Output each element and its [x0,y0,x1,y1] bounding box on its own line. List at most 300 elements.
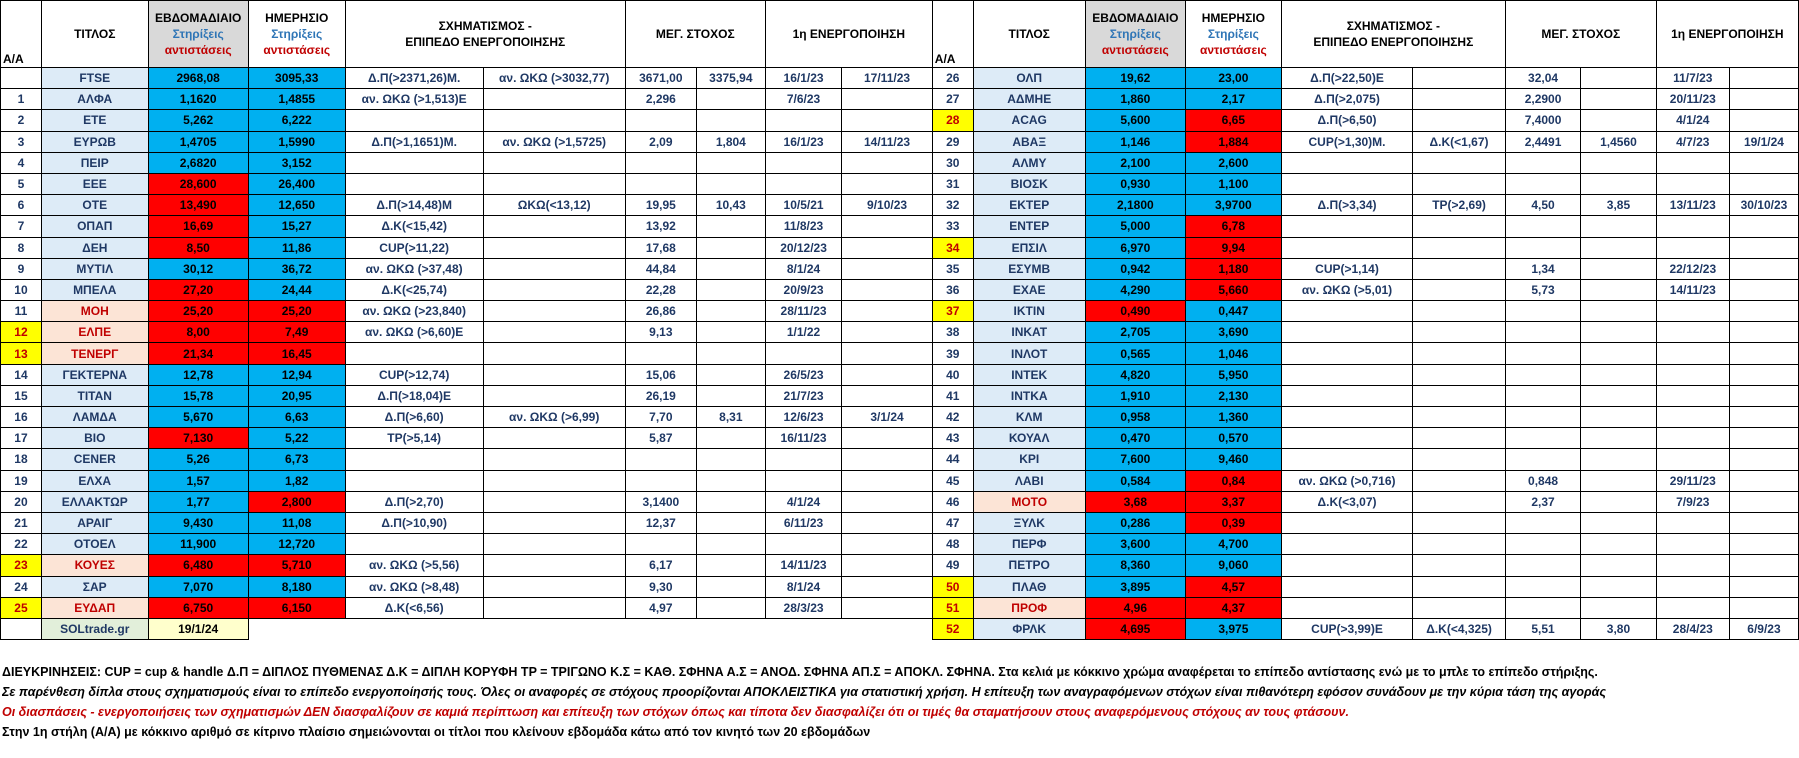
weekly-level: 12,78 [148,364,248,385]
activation-primary: 21/7/23 [765,385,841,406]
formation-primary [1281,322,1412,343]
activation-primary [1656,428,1729,449]
activation-secondary: 19/1/24 [1729,131,1798,152]
weekly-level: 1,77 [148,491,248,512]
target-secondary [696,385,765,406]
table-row [1,68,1799,89]
target-secondary [696,322,765,343]
daily-level: 3,975 [1185,618,1281,639]
ticker-name: ΕΕΕ [41,173,148,194]
ticker-name: ΕΣΥΜΒ [973,258,1085,279]
formation-secondary [483,576,625,597]
target-primary: 4,50 [1505,195,1580,216]
notes-line-4: Στην 1η στήλη (Α/Α) με κόκκινο αριθμό σε κίτρινο πλαίσιο σημειώνονται οι τίτλοι που κλείνουν εβδομάδα κάτω από τον κινητό των 20 εβδομάδων [2,725,871,739]
weekly-level: 16,69 [148,216,248,237]
formation-primary: Δ.Π(>2371,26)Μ. [345,68,483,89]
formation-primary: CUP(>1,14) [1281,258,1412,279]
table-row [1,428,1799,449]
table-row [1,216,1799,237]
target-secondary [1581,279,1656,300]
ticker-name: ΕΤΕ [41,110,148,131]
empty-cell [765,618,841,639]
daily-level: 6,65 [1185,110,1281,131]
target-primary: 5,87 [625,428,696,449]
table-row [1,195,1799,216]
header-weekly-label: ΕΒΔΟΜΑΔΙΑΙΟ [155,11,242,25]
ticker-name: ΕΛΧΑ [41,470,148,491]
activation-secondary [1729,343,1798,364]
ticker-name: ΠΕΤΡΟ [973,555,1085,576]
header-formation-2: ΕΠΙΠΕΔΟ ΕΝΕΡΓΟΠΟΙΗΣΗΣ [405,35,566,49]
weekly-level: 1,1620 [148,89,248,110]
formation-primary: Δ.Π(>10,90) [345,512,483,533]
activation-primary: 8/1/24 [765,258,841,279]
target-primary: 2,296 [625,89,696,110]
activation-secondary [842,216,932,237]
formation-secondary [483,258,625,279]
formation-secondary [483,428,625,449]
formation-secondary [483,555,625,576]
row-number: 52 [932,618,973,639]
empty-cell [625,618,696,639]
target-primary: 2,2900 [1505,89,1580,110]
target-primary [1505,301,1580,322]
formation-primary [1281,237,1412,258]
weekly-level: 9,430 [148,512,248,533]
activation-primary: 12/6/23 [765,407,841,428]
weekly-level: 28,600 [148,173,248,194]
weekly-level: 5,600 [1085,110,1185,131]
target-primary [1505,216,1580,237]
weekly-level: 0,584 [1085,470,1185,491]
target-primary: 44,84 [625,258,696,279]
ticker-name: ΕΛΛΑΚΤΩΡ [41,491,148,512]
ticker-name: ΜΟΗ [41,301,148,322]
table-row [1,364,1799,385]
daily-level: 4,57 [1185,576,1281,597]
soltrade-label: SOLtrade.gr [41,618,148,639]
formation-primary: αν. ΩΚΩ (>37,48) [345,258,483,279]
row-number: 2 [1,110,42,131]
activation-secondary [1729,110,1798,131]
target-primary [1505,407,1580,428]
activation-primary: 29/11/23 [1656,470,1729,491]
row-number: 29 [932,131,973,152]
daily-level: 6,222 [248,110,345,131]
target-secondary [1581,89,1656,110]
table-row [1,343,1799,364]
table-row [1,237,1799,258]
header-formation-2-right: ΕΠΙΠΕΔΟ ΕΝΕΡΓΟΠΟΙΗΣΗΣ [1313,35,1474,49]
formation-secondary [1413,597,1506,618]
row-number: 28 [932,110,973,131]
target-primary [1505,576,1580,597]
daily-level: 6,78 [1185,216,1281,237]
target-secondary [696,512,765,533]
weekly-level: 21,34 [148,343,248,364]
target-primary: 13,92 [625,216,696,237]
notes-line-3: Οι διασπάσεις - ενεργοποιήσεις των σχηματισμών ΔΕΝ διασφαλίζουν σε καμιά περίπτωση και επίτευξη των στόχων όπως και τίποτα δεν διασφαλίζει ότι οι τιμές θα σταματήσουν στους αναφερόμενους στόχους αν τους φτάσουν. [2,705,1349,719]
row-number: 6 [1,195,42,216]
target-secondary [1581,322,1656,343]
target-secondary [1581,512,1656,533]
formation-secondary [1413,237,1506,258]
weekly-level: 25,20 [148,301,248,322]
weekly-level: 1,57 [148,470,248,491]
formation-primary: αν. ΩΚΩ (>0,716) [1281,470,1412,491]
row-number: 7 [1,216,42,237]
empty-cell [696,618,765,639]
activation-primary: 8/1/24 [765,576,841,597]
ticker-name: ΟΛΠ [973,68,1085,89]
target-primary [625,110,696,131]
formation-secondary [1413,110,1506,131]
row-number: 44 [932,449,973,470]
row-number: 10 [1,279,42,300]
activation-primary [1656,343,1729,364]
formation-secondary [483,385,625,406]
ticker-name: ΕΠΣΙΛ [973,237,1085,258]
formation-secondary [1413,364,1506,385]
ticker-name: ΛΑΜΔΑ [41,407,148,428]
activation-secondary: 3/1/24 [842,407,932,428]
daily-level: 3,152 [248,152,345,173]
formation-secondary [483,216,625,237]
target-secondary [696,258,765,279]
activation-secondary [1729,89,1798,110]
target-secondary [696,343,765,364]
weekly-level: 2,100 [1085,152,1185,173]
activation-secondary [842,343,932,364]
formation-primary: αν. ΩΚΩ (>5,01) [1281,279,1412,300]
target-primary [1505,428,1580,449]
header-daily-label: ΗΜΕΡΗΣΙΟ [265,11,329,25]
target-primary: 9,30 [625,576,696,597]
row-number: 42 [932,407,973,428]
daily-level: 6,63 [248,407,345,428]
weekly-level: 7,130 [148,428,248,449]
activation-secondary [1729,301,1798,322]
header-daily-resistances: αντιστάσεις [263,43,331,57]
weekly-level: 6,970 [1085,237,1185,258]
activation-secondary [842,152,932,173]
target-primary: 7,4000 [1505,110,1580,131]
formation-secondary [1413,173,1506,194]
target-secondary [696,152,765,173]
activation-primary: 16/1/23 [765,68,841,89]
row-number: 22 [1,534,42,555]
formation-secondary [483,512,625,533]
weekly-level: 27,20 [148,279,248,300]
weekly-level: 13,490 [148,195,248,216]
ticker-name: ΟΤΕ [41,195,148,216]
target-primary [1505,385,1580,406]
row-number: 9 [1,258,42,279]
target-secondary [696,491,765,512]
activation-secondary [842,385,932,406]
table-row [1,258,1799,279]
header-title-right: ΤΙΤΛΟΣ [973,1,1085,68]
row-number: 4 [1,152,42,173]
activation-secondary [842,576,932,597]
daily-level: 1,180 [1185,258,1281,279]
table-row [1,491,1799,512]
row-number: 3 [1,131,42,152]
activation-secondary [1729,68,1798,89]
formation-secondary [483,597,625,618]
daily-level: 1,100 [1185,173,1281,194]
target-secondary [1581,152,1656,173]
formation-secondary [483,89,625,110]
activation-primary [765,534,841,555]
activation-primary: 4/7/23 [1656,131,1729,152]
target-primary [1505,534,1580,555]
daily-level: 2,600 [1185,152,1281,173]
row-number: 11 [1,301,42,322]
formation-primary [1281,597,1412,618]
weekly-level: 15,78 [148,385,248,406]
daily-level: 0,39 [1185,512,1281,533]
row-number: 40 [932,364,973,385]
target-secondary [696,449,765,470]
activation-primary: 11/8/23 [765,216,841,237]
weekly-level: 1,910 [1085,385,1185,406]
row-number: 49 [932,555,973,576]
target-secondary [696,534,765,555]
activation-secondary [842,364,932,385]
activation-primary [765,110,841,131]
ticker-name: FTSE [41,68,148,89]
formation-secondary [1413,534,1506,555]
daily-level: 25,20 [248,301,345,322]
activation-secondary [1729,428,1798,449]
daily-level: 5,660 [1185,279,1281,300]
formation-primary [1281,364,1412,385]
empty-cell [248,618,345,639]
ticker-name: ΑΛΦΑ [41,89,148,110]
daily-level: 2,130 [1185,385,1281,406]
target-primary [625,470,696,491]
activation-secondary [1729,534,1798,555]
formation-secondary [1413,449,1506,470]
empty-cell [345,618,483,639]
ticker-name: ΤΙΤΑΝ [41,385,148,406]
formation-primary [345,343,483,364]
notes [2,662,1797,742]
formation-primary [1281,343,1412,364]
daily-level: 16,45 [248,343,345,364]
formation-secondary [483,237,625,258]
target-secondary [1581,449,1656,470]
activation-secondary [842,491,932,512]
target-primary: 26,86 [625,301,696,322]
activation-secondary [842,428,932,449]
row-number: 41 [932,385,973,406]
row-number: 38 [932,322,973,343]
activation-secondary [1729,258,1798,279]
header-daily [248,1,345,68]
weekly-level: 2,1800 [1085,195,1185,216]
weekly-level: 2,6820 [148,152,248,173]
formation-primary [1281,428,1412,449]
formation-secondary [1413,301,1506,322]
notes-line-1: ΔΙΕΥΚΡΙΝΗΣΕΙΣ: CUP = cup & handle Δ.Π = ΔΙΠΛΟΣ ΠΥΘΜΕΝΑΣ Δ.Κ = ΔΙΠΛΗ ΚΟΡΥΦΗ TP = ΤΡΙΓΩΝΟ Κ.Σ = ΚΑΘ. ΣΦΗΝΑ Α.Σ = ΑΝΟΔ. ΣΦΗΝΑ ΑΠ.Σ = ΑΠΟΚΛ. ΣΦΗΝΑ. Στα κελιά με κόκκινο χρώμα αναφέρεται το επίπεδο αντίστασης ενώ με το μπλε το επίπεδο στήριξης. [2,665,1598,679]
row-number: 20 [1,491,42,512]
activation-primary: 20/11/23 [1656,89,1729,110]
weekly-level: 0,930 [1085,173,1185,194]
formation-secondary [1413,89,1506,110]
table-row [1,301,1799,322]
activation-primary: 28/11/23 [765,301,841,322]
activation-primary: 4/1/24 [765,491,841,512]
weekly-level: 4,820 [1085,364,1185,385]
header-daily-right [1185,1,1281,68]
formation-primary [1281,576,1412,597]
formation-primary [1281,449,1412,470]
weekly-level: 0,942 [1085,258,1185,279]
activation-primary: 7/9/23 [1656,491,1729,512]
target-primary: 2,4491 [1505,131,1580,152]
activation-primary: 28/4/23 [1656,618,1729,639]
formation-secondary [1413,428,1506,449]
weekly-level: 0,286 [1085,512,1185,533]
activation-secondary [1729,364,1798,385]
daily-level: 9,94 [1185,237,1281,258]
header-row [1,1,1799,68]
weekly-level: 1,4705 [148,131,248,152]
ticker-name: ΓΕΚΤΕΡΝΑ [41,364,148,385]
formation-secondary [483,343,625,364]
formation-primary: CUP(>11,22) [345,237,483,258]
row-number [1,68,42,89]
weekly-level: 6,750 [148,597,248,618]
weekly-level: 2,705 [1085,322,1185,343]
weekly-level: 5,000 [1085,216,1185,237]
formation-primary [345,152,483,173]
row-number: 16 [1,407,42,428]
activation-secondary [1729,322,1798,343]
weekly-level: 19,62 [1085,68,1185,89]
formation-primary: CUP(>3,99)Ε [1281,618,1412,639]
formation-primary [1281,301,1412,322]
weekly-level: 30,12 [148,258,248,279]
daily-level: 5,950 [1185,364,1281,385]
daily-level: 2,17 [1185,89,1281,110]
formation-secondary [1413,555,1506,576]
target-primary: 12,37 [625,512,696,533]
activation-secondary: 6/9/23 [1729,618,1798,639]
row-number: 23 [1,555,42,576]
target-primary: 5,51 [1505,618,1580,639]
daily-level: 24,44 [248,279,345,300]
formation-primary [345,449,483,470]
formation-secondary [1413,322,1506,343]
target-secondary [1581,428,1656,449]
row-number: 8 [1,237,42,258]
target-primary: 2,37 [1505,491,1580,512]
activation-primary [1656,364,1729,385]
daily-level: 11,86 [248,237,345,258]
ticker-name: ΟΤΟΕΛ [41,534,148,555]
table-row [1,618,1799,639]
weekly-level: 5,262 [148,110,248,131]
daily-level: 3,9700 [1185,195,1281,216]
table-row [1,470,1799,491]
formation-secondary [1413,512,1506,533]
daily-level: 5,710 [248,555,345,576]
activation-secondary [842,555,932,576]
table-row [1,512,1799,533]
daily-level: 4,700 [1185,534,1281,555]
table-row [1,279,1799,300]
formation-secondary [483,470,625,491]
target-primary: 6,17 [625,555,696,576]
header-target: ΜΕΓ. ΣΤΟΧΟΣ [625,1,765,68]
row-number: 27 [932,89,973,110]
formation-primary [1281,216,1412,237]
activation-secondary [842,322,932,343]
activation-primary [1656,534,1729,555]
header-formation [345,1,625,68]
activation-primary: 16/1/23 [765,131,841,152]
empty-cell [1,618,42,639]
row-number: 32 [932,195,973,216]
row-number: 14 [1,364,42,385]
target-primary [1505,555,1580,576]
formation-primary: Δ.Κ(<15,42) [345,216,483,237]
formation-secondary: αν. ΩΚΩ (>1,5725) [483,131,625,152]
formation-primary [1281,512,1412,533]
weekly-level: 1,146 [1085,131,1185,152]
target-secondary [1581,343,1656,364]
ticker-name: CENER [41,449,148,470]
target-primary: 3,1400 [625,491,696,512]
target-primary [625,152,696,173]
row-number: 17 [1,428,42,449]
formation-primary [345,173,483,194]
weekly-level: 11,900 [148,534,248,555]
formation-secondary [1413,216,1506,237]
activation-secondary [1729,279,1798,300]
daily-level: 7,49 [248,322,345,343]
activation-secondary [842,449,932,470]
table-row [1,555,1799,576]
formation-secondary [1413,343,1506,364]
ticker-name: ΒΙΟΣΚ [973,173,1085,194]
activation-primary: 22/12/23 [1656,258,1729,279]
target-secondary [696,576,765,597]
weekly-level: 2968,08 [148,68,248,89]
formation-primary: αν. ΩΚΩ (>1,513)Ε [345,89,483,110]
target-secondary [1581,258,1656,279]
header-weekly [148,1,248,68]
activation-primary: 6/11/23 [765,512,841,533]
ticker-name: ΒΙΟ [41,428,148,449]
row-number: 48 [932,534,973,555]
activation-secondary [1729,470,1798,491]
target-primary [1505,322,1580,343]
header-formation-right [1281,1,1505,68]
formation-primary [345,470,483,491]
target-primary: 32,04 [1505,68,1580,89]
target-primary: 9,13 [625,322,696,343]
formation-secondary: Δ.Κ(<4,325) [1413,618,1506,639]
formation-primary: Δ.Π(>22,50)Ε [1281,68,1412,89]
activation-primary: 16/11/23 [765,428,841,449]
activation-primary [1656,555,1729,576]
header-formation-1-right: ΣΧΗΜΑΤΙΣΜΟΣ - [1346,19,1440,33]
daily-level: 6,150 [248,597,345,618]
